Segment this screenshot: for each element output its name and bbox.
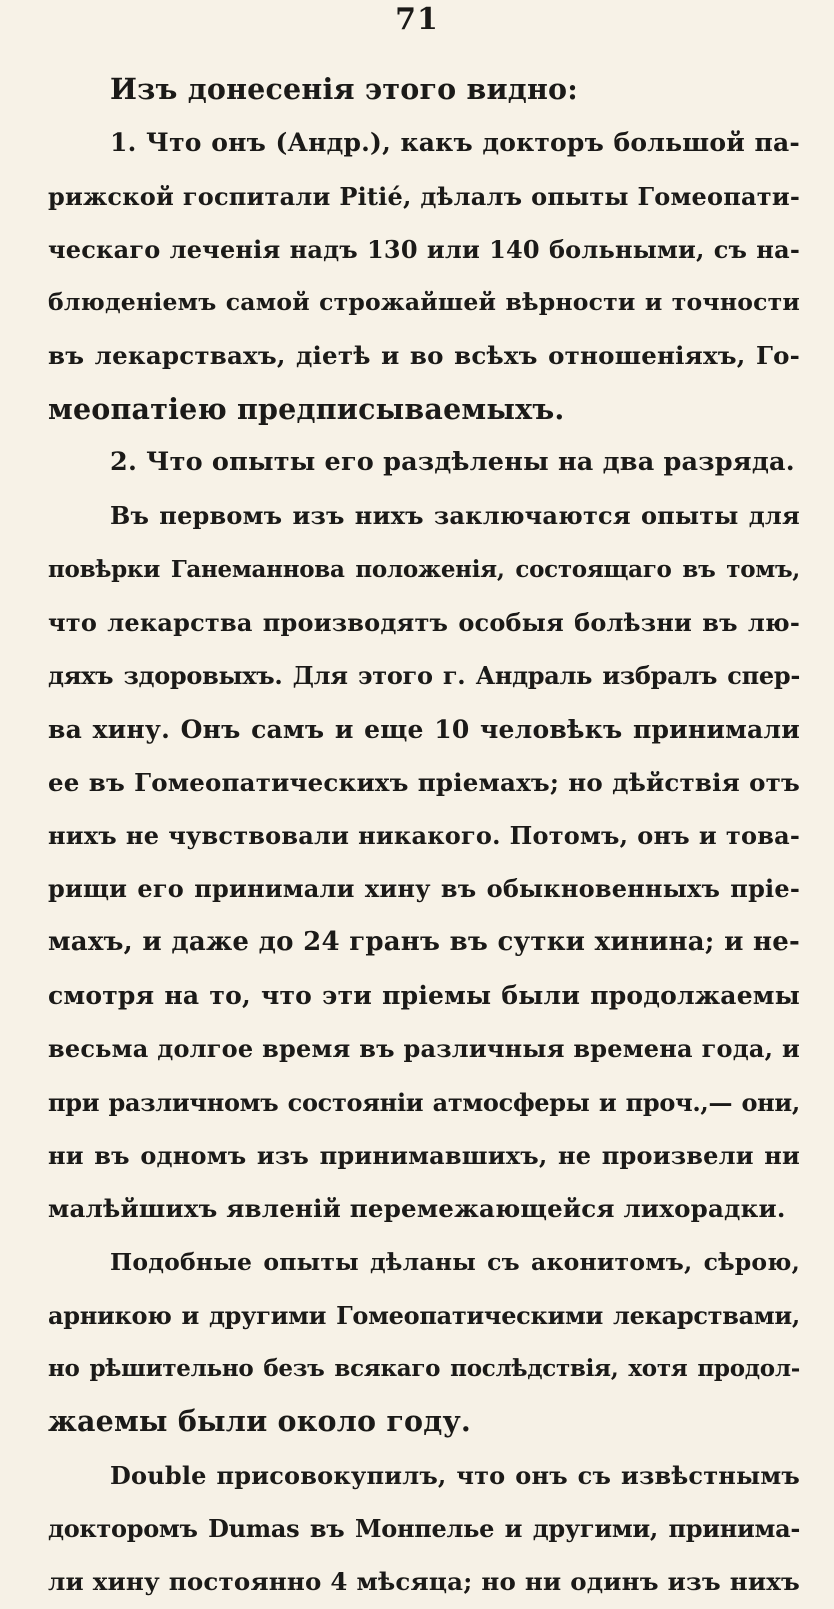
text-line: ни въ одномъ изъ принимавшихъ, не произвели ни bbox=[48, 1140, 800, 1170]
text-line: ли хину постоянно 4 мѣсяца; но ни одинъ изъ нихъ bbox=[48, 1567, 800, 1597]
text-line: при различномъ состояніи атмосферы и проч.,— они, bbox=[48, 1087, 800, 1117]
text-line: въ лекарствахъ, діетѣ и во всѣхъ отношеніяхъ, Го- bbox=[48, 341, 800, 371]
text-line: весьма долгое время въ различныя времена года, и bbox=[48, 1034, 800, 1064]
page-number: 71 bbox=[395, 2, 439, 37]
text-line: рижской госпитали Pitié, дѣлалъ опыты Гомеопати- bbox=[48, 181, 800, 211]
text-line: жаемы были около году. bbox=[48, 1404, 472, 1439]
text-line: ва хину. Онъ самъ и еще 10 человѣкъ принимали bbox=[48, 714, 800, 744]
text-line: дяхъ здоровыхъ. Для этого г. Андраль избралъ спер- bbox=[48, 661, 800, 691]
text-line: ческаго леченія надъ 130 или 140 больными, съ на- bbox=[48, 234, 800, 264]
text-line: ее въ Гомеопатическихъ пріемахъ; но дѣйствія отъ bbox=[48, 767, 800, 797]
text-line: докторомъ Dumas въ Монпелье и другими, принима- bbox=[48, 1514, 800, 1544]
text-line: 1. Что онъ (Андр.), какъ докторъ большой па- bbox=[110, 128, 800, 158]
text-line: но рѣшительно безъ всякаго послѣдствія, хотя продол- bbox=[48, 1355, 800, 1383]
text-line: Подобные опыты дѣланы съ аконитомъ, сѣрою, bbox=[110, 1247, 800, 1276]
text-line: смотря на то, что эти пріемы были продолжаемы bbox=[48, 981, 800, 1011]
text-line: рищи его принимали хину въ обыкновенныхъ пріе- bbox=[48, 874, 800, 904]
text-line: Изъ донесенія этого видно: bbox=[110, 72, 578, 106]
text-line: малѣйшихъ явленій перемежающейся лихорадки. bbox=[48, 1194, 786, 1224]
text-line: 2. Что опыты его раздѣлены на два разряда. bbox=[110, 447, 795, 478]
text-line: повѣрки Ганеманнова положенія, состоящаго въ томъ, bbox=[48, 555, 800, 583]
text-line: Въ первомъ изъ нихъ заключаются опыты для bbox=[110, 501, 800, 531]
text-line: махъ, и даже до 24 гранъ въ сутки хинина; и не- bbox=[48, 926, 800, 957]
text-line: что лекарства производятъ особыя болѣзни въ лю- bbox=[48, 607, 800, 637]
text-line: Double присовокупилъ, что онъ съ извѣстнымъ bbox=[110, 1460, 800, 1490]
text-line: блюденіемъ самой строжайшей вѣрности и точности bbox=[48, 288, 800, 317]
text-line: арникою и другими Гомеопатическими лекарствами, bbox=[48, 1300, 800, 1330]
text-line: нихъ не чувствовали никакого. Потомъ, онъ и това- bbox=[48, 821, 800, 851]
body-text bbox=[48, 63, 800, 1609]
text-line: меопатіею предписываемыхъ. bbox=[48, 391, 565, 426]
